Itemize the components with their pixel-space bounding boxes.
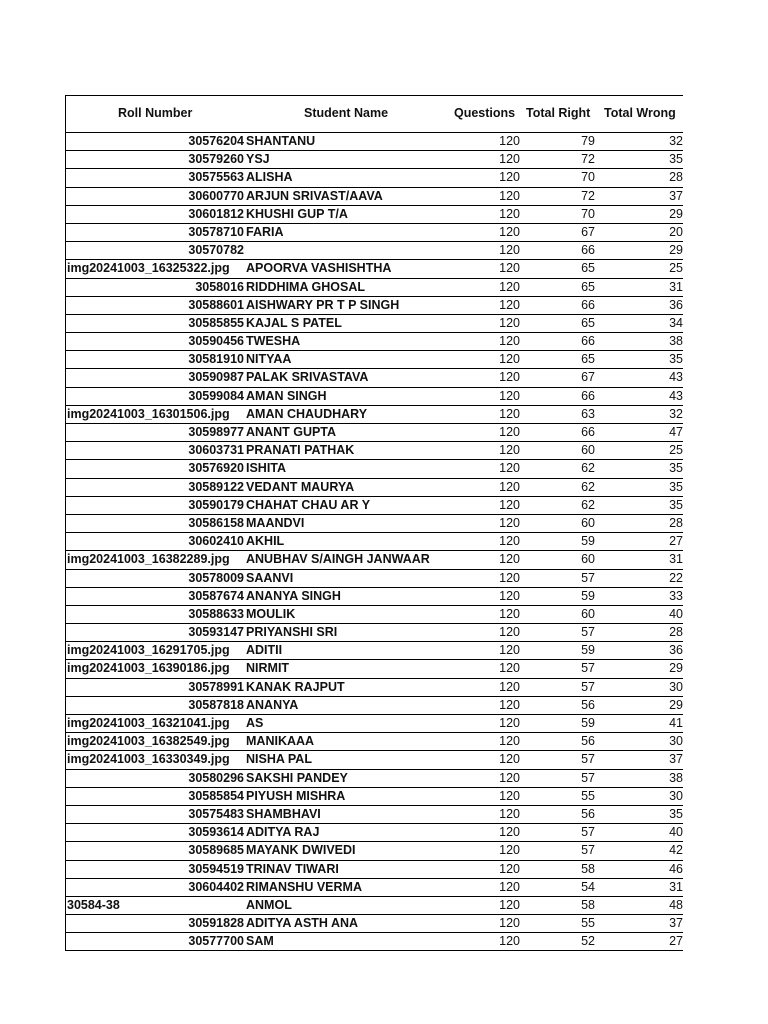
total-right-cell: 57 [581, 570, 595, 585]
student-name-cell: SAANVI [246, 570, 294, 585]
student-name-cell: RIMANSHU VERMA [246, 879, 362, 894]
questions-cell: 120 [499, 752, 520, 767]
total-wrong-cell: 30 [669, 734, 683, 749]
questions-cell: 120 [499, 879, 520, 894]
total-wrong-cell: 27 [669, 934, 683, 949]
roll-number-cell: 30589122 [188, 479, 244, 494]
total-wrong-cell: 38 [669, 334, 683, 349]
questions-cell: 120 [499, 916, 520, 931]
total-right-cell: 62 [581, 497, 595, 512]
table-row [66, 551, 683, 569]
total-wrong-cell: 34 [669, 315, 683, 330]
total-wrong-cell: 20 [669, 224, 683, 239]
total-right-cell: 63 [581, 406, 595, 421]
total-right-cell: 70 [581, 170, 595, 185]
header-roll-number: Roll Number [118, 106, 193, 120]
questions-cell: 120 [499, 206, 520, 221]
questions-cell: 120 [499, 861, 520, 876]
roll-number-cell: 30588601 [188, 297, 244, 312]
total-right-cell: 60 [581, 606, 595, 621]
questions-cell: 120 [499, 352, 520, 367]
total-right-cell: 66 [581, 334, 595, 349]
table-row [66, 606, 683, 624]
roll-number-cell: 30575483 [188, 806, 244, 821]
total-right-cell: 62 [581, 461, 595, 476]
student-name-cell: ANUBHAV S/AINGH JANWAAR [246, 552, 430, 567]
table-row [66, 915, 683, 933]
student-name-cell: VEDANT MAURYA [246, 479, 355, 494]
total-wrong-cell: 31 [669, 879, 683, 894]
total-wrong-cell: 29 [669, 243, 683, 258]
header-questions: Questions [454, 106, 516, 120]
total-wrong-cell: 38 [669, 770, 683, 785]
total-wrong-cell: 35 [669, 461, 683, 476]
total-right-cell: 58 [581, 861, 595, 876]
questions-cell: 120 [499, 443, 520, 458]
total-right-cell: 66 [581, 243, 595, 258]
roll-number-cell: 30593614 [188, 825, 244, 840]
total-right-cell: 57 [581, 625, 595, 640]
header-student-name: Student Name [304, 106, 389, 120]
total-wrong-cell: 37 [669, 188, 683, 203]
table-row [66, 388, 683, 406]
total-right-cell: 65 [581, 315, 595, 330]
questions-cell: 120 [499, 279, 520, 294]
total-right-cell: 55 [581, 788, 595, 803]
student-name-cell: NITYAA [246, 352, 292, 367]
total-right-cell: 65 [581, 352, 595, 367]
total-wrong-cell: 47 [669, 425, 683, 439]
questions-cell: 120 [499, 188, 520, 203]
questions-cell: 120 [499, 534, 520, 549]
roll-number-cell: 30589685 [188, 843, 244, 858]
questions-cell: 120 [499, 734, 520, 749]
questions-cell: 120 [499, 134, 520, 148]
roll-number-cell: 30579260 [188, 152, 244, 167]
total-right-cell: 67 [581, 370, 595, 385]
table-row [66, 479, 683, 497]
student-name-cell: TWESHA [246, 334, 301, 349]
questions-cell: 120 [499, 825, 520, 840]
total-wrong-cell: 22 [669, 570, 683, 585]
table-row [66, 424, 683, 442]
table-row [66, 533, 683, 551]
questions-cell: 120 [499, 679, 520, 694]
student-name-cell: PRIYANSHI SRI [246, 625, 338, 640]
table-row [66, 460, 683, 478]
roll-number-cell: 30600770 [188, 188, 244, 203]
table-row [66, 624, 683, 642]
table-row [66, 842, 683, 860]
roll-number-cell: 30578991 [188, 679, 244, 694]
roll-number-cell: 30601812 [188, 206, 244, 221]
roll-number-cell: img20241003_16330349.jpg [67, 752, 230, 767]
student-name-cell: MOULIK [246, 606, 296, 621]
questions-cell: 120 [499, 806, 520, 821]
student-name-cell: TRINAV TIWARI [246, 861, 339, 876]
student-name-cell: NIRMIT [246, 661, 290, 676]
student-name-cell: ISHITA [246, 461, 287, 476]
header-total-right: Total Right [526, 106, 591, 120]
table-row [66, 369, 683, 387]
student-name-cell: SHANTANU [246, 134, 316, 148]
student-name-cell: AMAN CHAUDHARY [246, 406, 368, 421]
questions-cell: 120 [499, 552, 520, 567]
student-name-cell: RIDDHIMA GHOSAL [246, 279, 365, 294]
total-wrong-cell: 41 [669, 716, 683, 730]
total-wrong-cell: 29 [669, 206, 683, 221]
roll-number-cell: img20241003_16301506.jpg [67, 406, 230, 421]
questions-cell: 120 [499, 897, 520, 912]
questions-cell: 120 [499, 170, 520, 185]
total-right-cell: 60 [581, 515, 595, 530]
roll-number-cell: img20241003_16382549.jpg [67, 734, 230, 749]
table-row [66, 824, 683, 842]
total-right-cell: 62 [581, 479, 595, 494]
total-wrong-cell: 42 [669, 843, 683, 858]
total-right-cell: 57 [581, 825, 595, 840]
student-name-cell: PRANATI PATHAK [246, 443, 355, 458]
total-right-cell: 59 [581, 588, 595, 603]
roll-number-cell: 30586158 [188, 515, 244, 530]
total-wrong-cell: 37 [669, 916, 683, 931]
total-right-cell: 79 [581, 134, 595, 148]
student-name-cell: APOORVA VASHISHTHA [246, 261, 392, 276]
student-name-cell: ANANYA [246, 697, 299, 712]
roll-number-cell: img20241003_16291705.jpg [67, 643, 230, 658]
questions-cell: 120 [499, 406, 520, 421]
table-row [66, 679, 683, 697]
questions-cell: 120 [499, 716, 520, 730]
questions-cell: 120 [499, 643, 520, 658]
total-right-cell: 66 [581, 388, 595, 403]
student-name-cell: CHAHAT CHAU AR Y [246, 497, 371, 512]
total-right-cell: 66 [581, 297, 595, 312]
total-right-cell: 55 [581, 916, 595, 931]
student-name-cell: ADITYA ASTH ANA [246, 916, 359, 931]
questions-cell: 120 [499, 261, 520, 276]
total-right-cell: 52 [581, 934, 595, 949]
table-row [66, 351, 683, 369]
roll-number-cell: 30603731 [188, 443, 244, 458]
questions-cell: 120 [499, 697, 520, 712]
total-wrong-cell: 28 [669, 515, 683, 530]
roll-number-cell: 30588633 [188, 606, 244, 621]
total-right-cell: 57 [581, 843, 595, 858]
table-row [66, 879, 683, 897]
total-right-cell: 57 [581, 679, 595, 694]
table-row [66, 333, 683, 351]
total-wrong-cell: 32 [669, 134, 683, 148]
student-name-cell: SAKSHI PANDEY [246, 770, 348, 785]
total-right-cell: 60 [581, 443, 595, 458]
total-wrong-cell: 43 [669, 370, 683, 385]
roll-number-cell: 30591828 [188, 916, 244, 931]
roll-number-cell: 30578710 [188, 224, 244, 239]
roll-number-cell: 30587818 [188, 697, 244, 712]
total-right-cell: 70 [581, 206, 595, 221]
table-header [66, 96, 683, 133]
questions-cell: 120 [499, 243, 520, 258]
table-row [66, 279, 683, 297]
total-wrong-cell: 43 [669, 388, 683, 403]
total-wrong-cell: 29 [669, 661, 683, 676]
total-right-cell: 72 [581, 152, 595, 167]
table-row [66, 715, 683, 733]
student-name-cell: AMAN SINGH [246, 388, 327, 403]
total-wrong-cell: 30 [669, 788, 683, 803]
roll-number-cell: 30599084 [188, 388, 244, 403]
table-row [66, 260, 683, 278]
roll-number-cell: 30575563 [188, 170, 244, 185]
student-name-cell: MAYANK DWIVEDI [246, 843, 356, 858]
total-right-cell: 56 [581, 697, 595, 712]
total-right-cell: 59 [581, 716, 595, 730]
questions-cell: 120 [499, 497, 520, 512]
roll-number-cell: 30577700 [188, 934, 244, 949]
table-row [66, 642, 683, 660]
roll-number-cell: img20241003_16325322.jpg [67, 261, 230, 276]
table-row [66, 806, 683, 824]
questions-cell: 120 [499, 588, 520, 603]
questions-cell: 120 [499, 334, 520, 349]
student-name-cell: NISHA PAL [246, 752, 312, 767]
table-row [66, 788, 683, 806]
roll-number-cell: 30590987 [188, 370, 244, 385]
student-name-cell: KANAK RAJPUT [246, 679, 345, 694]
table-row [66, 861, 683, 879]
student-name-cell: KHUSHI GUP T/A [246, 206, 348, 221]
student-name-cell: SHAMBHAVI [246, 806, 321, 821]
table-row [66, 515, 683, 533]
student-name-cell: PALAK SRIVASTAVA [246, 370, 369, 385]
total-wrong-cell: 36 [669, 297, 683, 312]
total-right-cell: 56 [581, 734, 595, 749]
questions-cell: 120 [499, 297, 520, 312]
total-wrong-cell: 28 [669, 625, 683, 640]
questions-cell: 120 [499, 315, 520, 330]
total-right-cell: 56 [581, 806, 595, 821]
questions-cell: 120 [499, 843, 520, 858]
total-right-cell: 54 [581, 879, 595, 894]
student-name-cell: AKHIL [246, 534, 285, 549]
total-wrong-cell: 27 [669, 534, 683, 549]
student-name-cell: MANIKAAA [246, 734, 315, 749]
total-right-cell: 57 [581, 770, 595, 785]
roll-number-cell: 30584-38 [67, 897, 120, 912]
total-wrong-cell: 29 [669, 697, 683, 712]
total-right-cell: 65 [581, 261, 595, 276]
results-table [65, 95, 683, 951]
student-name-cell: PIYUSH MISHRA [246, 788, 346, 803]
roll-number-cell: 30602410 [188, 534, 244, 549]
total-right-cell: 58 [581, 897, 595, 912]
table-row [66, 297, 683, 315]
total-wrong-cell: 40 [669, 825, 683, 840]
student-name-cell: ADITII [246, 643, 283, 658]
total-wrong-cell: 35 [669, 479, 683, 494]
table-row [66, 206, 683, 224]
total-wrong-cell: 31 [669, 279, 683, 294]
total-wrong-cell: 25 [669, 443, 683, 458]
student-name-cell: ANMOL [246, 897, 292, 912]
roll-number-cell: 30604402 [188, 879, 244, 894]
table-row [66, 660, 683, 678]
total-right-cell: 66 [581, 425, 595, 439]
table-row [66, 497, 683, 515]
total-right-cell: 60 [581, 552, 595, 567]
table-row [66, 751, 683, 769]
total-wrong-cell: 28 [669, 170, 683, 185]
total-wrong-cell: 35 [669, 352, 683, 367]
roll-number-cell: 30585854 [188, 788, 244, 803]
table-row [66, 224, 683, 242]
questions-cell: 120 [499, 606, 520, 621]
roll-number-cell: 30576920 [188, 461, 244, 476]
total-right-cell: 65 [581, 279, 595, 294]
roll-number-cell: 30593147 [188, 625, 244, 640]
table-row [66, 406, 683, 424]
student-name-cell: ARJUN SRIVAST/AAVA [246, 188, 383, 203]
table-row [66, 133, 683, 151]
table-body [66, 133, 683, 950]
student-name-cell: KAJAL S PATEL [246, 315, 342, 330]
student-name-cell: ALISHA [246, 170, 293, 185]
table-row [66, 169, 683, 187]
roll-number-cell: 30576204 [188, 134, 244, 148]
total-right-cell: 67 [581, 224, 595, 239]
roll-number-cell: 30578009 [188, 570, 244, 585]
total-wrong-cell: 25 [669, 261, 683, 276]
total-wrong-cell: 35 [669, 806, 683, 821]
table-row [66, 588, 683, 606]
total-wrong-cell: 36 [669, 643, 683, 658]
table-row [66, 733, 683, 751]
questions-cell: 120 [499, 224, 520, 239]
questions-cell: 120 [499, 461, 520, 476]
table-row [66, 442, 683, 460]
roll-number-cell: 3058016 [195, 279, 244, 294]
roll-number-cell: 30598977 [188, 425, 244, 439]
total-wrong-cell: 37 [669, 752, 683, 767]
roll-number-cell: 30580296 [188, 770, 244, 785]
total-wrong-cell: 30 [669, 679, 683, 694]
roll-number-cell: 30585855 [188, 315, 244, 330]
student-name-cell: SAM [246, 934, 274, 949]
questions-cell: 120 [499, 570, 520, 585]
student-name-cell: FARIA [246, 224, 284, 239]
total-wrong-cell: 32 [669, 406, 683, 421]
table-row [66, 570, 683, 588]
total-wrong-cell: 35 [669, 497, 683, 512]
questions-cell: 120 [499, 152, 520, 167]
total-right-cell: 59 [581, 534, 595, 549]
total-wrong-cell: 33 [669, 588, 683, 603]
roll-number-cell: 30570782 [188, 243, 244, 258]
roll-number-cell: img20241003_16382289.jpg [67, 552, 230, 567]
student-name-cell: MAANDVI [246, 515, 305, 530]
student-name-cell: ADITYA RAJ [246, 825, 320, 840]
student-name-cell: AS [246, 716, 264, 730]
table-row [66, 242, 683, 260]
total-right-cell: 72 [581, 188, 595, 203]
questions-cell: 120 [499, 479, 520, 494]
questions-cell: 120 [499, 625, 520, 640]
student-name-cell: YSJ [246, 152, 270, 167]
questions-cell: 120 [499, 661, 520, 676]
questions-cell: 120 [499, 425, 520, 439]
questions-cell: 120 [499, 370, 520, 385]
total-wrong-cell: 35 [669, 152, 683, 167]
table-row [66, 188, 683, 206]
total-right-cell: 57 [581, 752, 595, 767]
roll-number-cell: 30590456 [188, 334, 244, 349]
total-wrong-cell: 48 [669, 897, 683, 912]
roll-number-cell: 30587674 [188, 588, 244, 603]
total-wrong-cell: 46 [669, 861, 683, 876]
questions-cell: 120 [499, 388, 520, 403]
table-row [66, 933, 683, 950]
table-row [66, 315, 683, 333]
student-name-cell: ANANT GUPTA [246, 425, 337, 439]
total-wrong-cell: 31 [669, 552, 683, 567]
total-wrong-cell: 40 [669, 606, 683, 621]
header-total-wrong: Total Wrong [604, 106, 676, 120]
table-row [66, 770, 683, 788]
table-row [66, 151, 683, 169]
roll-number-cell: 30590179 [188, 497, 244, 512]
questions-cell: 120 [499, 515, 520, 530]
total-right-cell: 57 [581, 661, 595, 676]
table-row [66, 697, 683, 715]
roll-number-cell: img20241003_16390186.jpg [67, 661, 230, 676]
roll-number-cell: img20241003_16321041.jpg [67, 716, 230, 730]
roll-number-cell: 30594519 [188, 861, 244, 876]
total-right-cell: 59 [581, 643, 595, 658]
questions-cell: 120 [499, 788, 520, 803]
roll-number-cell: 30581910 [188, 352, 244, 367]
table-row [66, 897, 683, 915]
student-name-cell: AISHWARY PR T P SINGH [246, 297, 400, 312]
student-name-cell: ANANYA SINGH [246, 588, 341, 603]
questions-cell: 120 [499, 770, 520, 785]
questions-cell: 120 [499, 934, 520, 949]
